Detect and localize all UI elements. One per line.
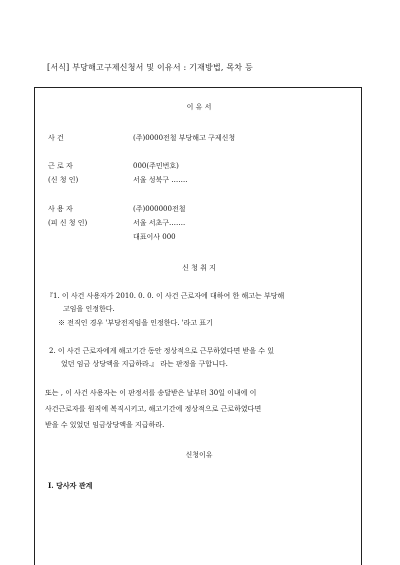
form-box xyxy=(34,87,362,565)
employer-label: 사 용 자 xyxy=(48,205,73,213)
purpose-title: 신 청 취 지 xyxy=(182,264,216,272)
alternative-line-3: 받을 수 있었던 임금상당액을 지급하라. xyxy=(45,421,165,429)
case-value: (주)0000전철 부당해고 구제신청 xyxy=(133,134,236,142)
representative-value: 대표이사 000 xyxy=(133,233,176,241)
purpose-item-1-line-2: 고임을 인정한다. xyxy=(63,305,115,313)
case-label: 사 건 xyxy=(48,134,64,142)
respondent-value: 서울 서초구……. xyxy=(133,219,186,227)
form-caption: [서식] 부당해고구제신청서 및 이유서 : 기재방법, 목차 등 xyxy=(47,63,253,72)
section-heading-parties: Ⅰ. 당사자 관계 xyxy=(48,481,93,490)
purpose-item-2-line-1: 2. 이 사건 근로자에게 해고기간 동안 정상적으로 근무하였다면 받을 수 있 xyxy=(49,347,275,355)
worker-value: 000(주민번호) xyxy=(133,162,179,170)
purpose-item-1-line-1: 『1. 이 사건 사용자가 2010. 0. 0. 이 사건 근로자에 대하여 한 해고는 부당해 xyxy=(46,292,285,300)
doc-title: 이 유 서 xyxy=(186,103,212,111)
alternative-line-2: 사건근로자를 원직에 복직시키고, 해고기간에 정상적으로 근로하였다면 xyxy=(45,405,262,413)
applicant-value: 서울 성북구 ……. xyxy=(133,176,188,184)
worker-label: 근 로 자 xyxy=(48,162,73,170)
applicant-label: (신 청 인) xyxy=(48,176,79,184)
purpose-note: ※ 전직인 경우 '부당전직임을 인정한다. '라고 표기 xyxy=(58,319,213,327)
reason-title: 신청이유 xyxy=(185,451,213,459)
respondent-label: (피 신 청 인) xyxy=(48,219,88,227)
purpose-item-2-line-2: 었던 임금 상당액을 지급하라.』 라는 판정을 구합니다. xyxy=(61,360,228,368)
alternative-line-1: 또는 , 이 사건 사용자는 이 판정서를 송달받은 날부터 30일 이내에 이 xyxy=(45,389,257,397)
employer-value: (주)000000전철 xyxy=(133,205,186,213)
